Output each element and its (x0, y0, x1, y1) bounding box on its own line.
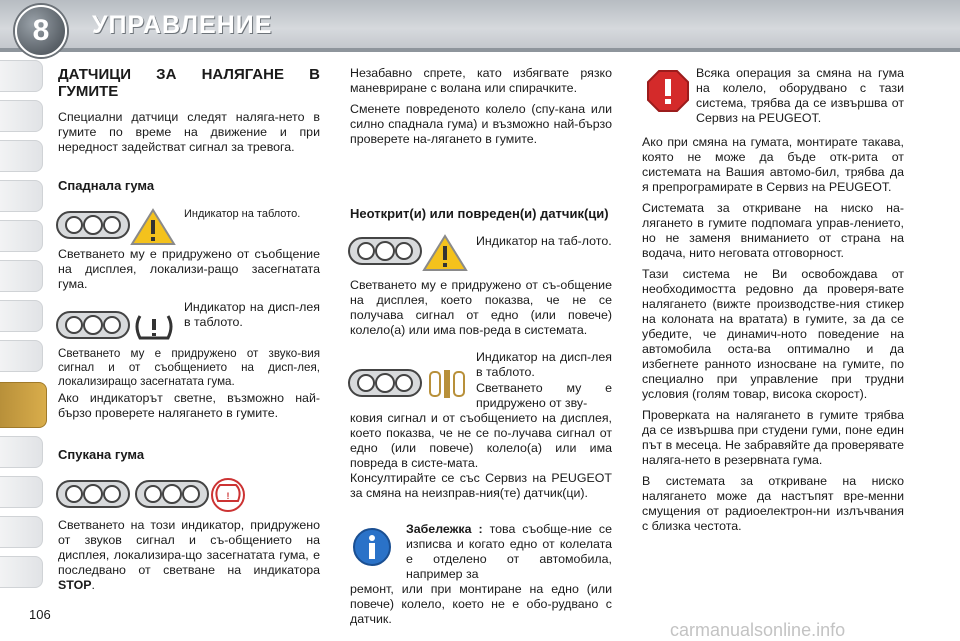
instrument-panel-icon (348, 232, 468, 272)
watermark: carmanualsonline.info (670, 620, 846, 640)
intro-text: Специални датчици следят наляга-нето в гумите по време на движение и при нередност задействат сигнал за тревога. (58, 110, 320, 154)
reprogram-text: Ако при смяна на гумата, монтирате такава, която не може да бъде отк-рита от системата на Вашия автомо-бил, трябва да я препрограмирате в Сервиз на PEUGEOT. (642, 135, 904, 194)
info-icon (352, 527, 392, 567)
flat-tyre-text: Светването му е придружено от съобщение на дисплея, локализи-ращо засегнатата гума. (58, 247, 320, 291)
display-indicator-caption: Индикатор на дисп-лея в таблото. (184, 300, 320, 329)
instrument-panel-icon (56, 206, 176, 246)
note-label: Забележка : (406, 522, 483, 536)
cold-tyre-check-text: Проверката на налягането в гумите трябва да се извършва при студени гуми, поне един път в месеца. Не забравяйте да проверявате наляга-нето в резервната гума. (642, 408, 904, 467)
consult-service-text: Консултирайте се със Сервиз на PEUGEOT за смяна на неизправ-ния(те) датчик(ци). (350, 471, 612, 500)
header-rule (0, 48, 960, 52)
sensor-display-text-start: Светването му е придружено от зву- (476, 381, 612, 410)
chapter-tab[interactable] (0, 436, 43, 468)
note-text: Забележка : това съобще-ние се изписва и когато едно от колелата е отделено от автомобила, например за (406, 522, 612, 581)
sensor-fault-text: Светването му е придружено от съ-общение на дисплея, което показва, че не се получава сигнал от едно (или повече) колело(а) или има пов-реда в системата. (350, 278, 612, 337)
regular-check-text: Тази система не Ви освобождава от необходимостта редовно да проверя-вате налягането (вижте производстве-ния стикер на колоната на вратата) в гумите, за да се убедите, че динамич-ното поведение на автомобила оста-ва оптимално и да избегнете ранното износване на гумите, по специално при управление при трудни условия (голям товар, висока скорост). (642, 267, 904, 401)
chapter-tab[interactable] (0, 556, 43, 588)
section-heading: ДАТЧИЦИ ЗА НАЛЯГАНЕ В ГУМИТЕ (58, 66, 320, 100)
tyre-valve-display-icon (348, 364, 468, 404)
chapter-tab[interactable] (0, 516, 43, 548)
chapter-tab[interactable] (0, 340, 43, 372)
service-alert-text: Всяка операция за смяна на гума на колело, оборудвано с тази система, трябва да се извършва от Сервиз на PEUGEOT. (696, 66, 904, 125)
tyre-pressure-display-icon (56, 306, 176, 346)
warning-triangle-icon (424, 236, 466, 270)
column-2 (350, 66, 612, 153)
driver-responsibility-text: Системата за откриване на ниско на-лягането в гумите подпомага управ-лението, но не заменя вниманието от страна на водача, нито неговата отговорност. (642, 201, 904, 260)
chapter-tab[interactable] (0, 140, 43, 172)
panel-indicator-caption: Индикатор на таблото. (184, 208, 301, 220)
chapter-tab[interactable] (0, 476, 43, 508)
chapter-tab[interactable] (0, 260, 43, 292)
chapter-tab[interactable] (0, 60, 43, 92)
flat-tyre-heading: Спаднала гума (58, 178, 155, 193)
puncture-text: Светването на този индикатор, придружено от звуков сигнал и съ-общението на дисплея, локализира-що засегнатата гума, е последвано от светване на индикатора STOP. (58, 518, 320, 592)
tyre-valve-icon (430, 370, 464, 398)
page-number: 106 (29, 607, 51, 622)
chapter-title: УПРАВЛЕНИЕ (92, 11, 273, 39)
chapter-tabs (0, 60, 48, 630)
puncture-indicators-icon (56, 475, 246, 515)
sensor-fault-heading: Неоткрит(и) или повреден(и) датчик(ци) (350, 206, 609, 221)
tyre-pressure-icon (137, 316, 171, 338)
check-pressure-warning: Ако индикаторът светне, възможно най-бързо проверете налягането в гумите. (58, 391, 320, 420)
chapter-tab[interactable] (0, 300, 43, 332)
sensor-display-text: ковия сигнал и от съобщението на дисплея, което показва, че не се по-лучава сигнал от едно (или повече) колело(а) или има повреда в систе-мата. (350, 411, 612, 470)
display-indicator-caption: Индикатор на дисп-лея в таблото. (476, 350, 612, 379)
stop-immediately-text: Незабавно спрете, като избягвате рязко маневриране с волана или спирачките. (350, 66, 612, 95)
column-2-lower (350, 411, 612, 507)
puncture-heading: Спукана гума (58, 447, 145, 462)
flat-tyre-stop-icon (212, 479, 244, 511)
column-3 (642, 135, 904, 540)
radio-interference-text: В системата за откриване на ниско налягането може да настъпят вре-менни смущения от радиоелектрон-ни излъчвания с близка честота. (642, 474, 904, 533)
column-1 (58, 66, 320, 161)
change-wheel-text: Сменете повреденото колело (спу-кана или силно спаднала гума) и възможно най-бързо проверете на-лягането в гумите. (350, 102, 612, 146)
chapter-tab[interactable] (0, 180, 43, 212)
warning-triangle-icon (132, 210, 174, 244)
panel-indicator-caption: Индикатор на таб-лото. (476, 234, 612, 248)
chapter-tab[interactable] (0, 220, 43, 252)
stop-label: STOP (58, 578, 92, 592)
svg-text:!: ! (226, 491, 230, 501)
note-text-end: ремонт, или при монтиране на едно (или повече) колело, което не е обо-рудвано с датчик. (350, 582, 612, 626)
stop-sign-icon (646, 69, 690, 113)
chapter-number: 8 (15, 5, 67, 57)
chapter-tab[interactable] (0, 100, 43, 132)
chapter-tab-active[interactable] (0, 382, 47, 428)
display-indicator-text: Светването му е придружено от звуко-вия сигнал и от съобщението на дисп-лея, локализиращо засегнатата гума. (58, 347, 320, 388)
